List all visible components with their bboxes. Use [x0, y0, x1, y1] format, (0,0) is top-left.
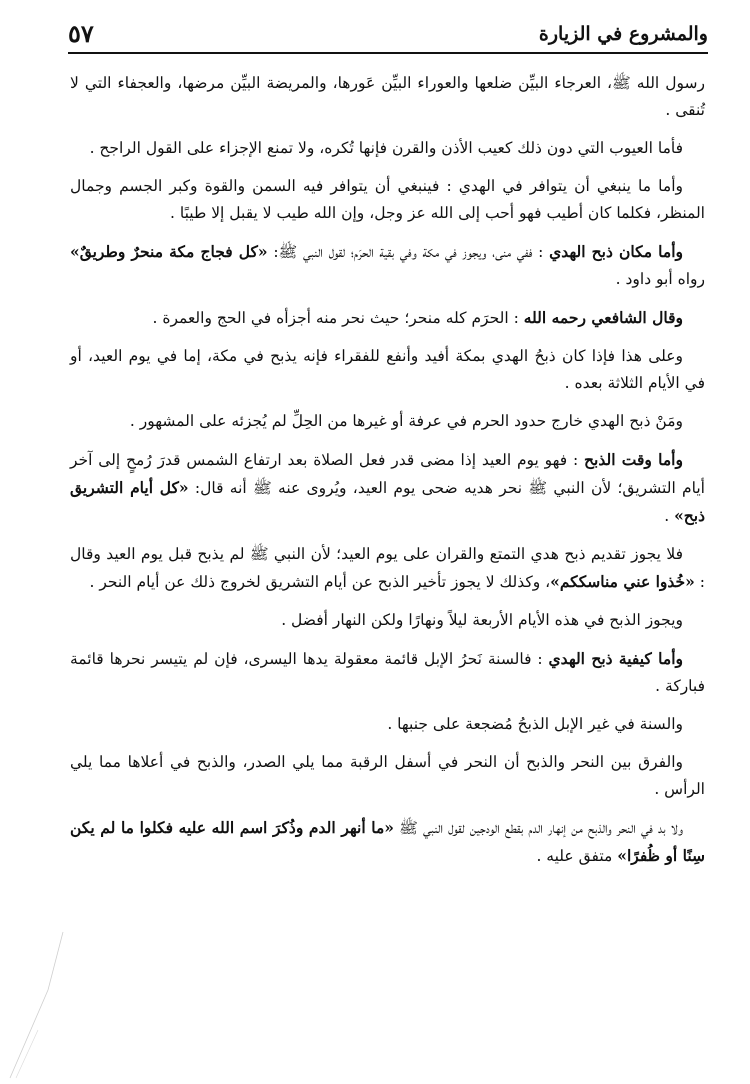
paragraph-7 [70, 408, 705, 435]
paragraph-text: وعلى هذا فإذا كان ذبحُ الهدي بمكة أفيد وأنفع للفقراء فإنه يذبح في مكة، إما في يوم العيد، أو في الأيام الثلاثة بعده . [70, 347, 705, 392]
paragraph-2 [70, 135, 705, 162]
paragraph-lead: وقال الشافعي رحمه الله [523, 308, 683, 327]
paragraph-after: . [664, 507, 670, 525]
paragraph-9 [70, 541, 705, 596]
paragraph-text: والفرق بين النحر والذبح أن النحر في أسفل الرقبة مما يلي الصدر، والذبح في أعلاها مما يلي الرأس . [70, 753, 705, 798]
paragraph-text: : الحرَم كله منحر؛ حيث نحر منه أجزأه في الحج والعمرة . [152, 309, 519, 327]
paragraph-text: فأما العيوب التي دون ذلك كعيب الأذن والقرن فإنها تُكره، ولا تمنع الإجزاء على القول الراجح . [89, 139, 683, 157]
paragraph-lead: وأما مكان ذبح الهدي [549, 242, 683, 261]
paragraph-11 [70, 645, 705, 700]
paragraph-text: رسول الله ﷺ، العرجاء البيِّن ضلعها والعوراء البيِّن عَورها، والمريضة البيِّن مرضها، والعجفاء التي لا تُنقى . [70, 74, 705, 119]
hadith-quote: «ما أنهر الدم وذُكرَ اسم الله عليه فكلوا ما لم يكن سِنًا أو ظُفرًا» [70, 818, 705, 865]
hadith-quote: «كل أيام التشريق ذبح» [70, 478, 705, 525]
paragraph-lead: وأما كيفية ذبح الهدي [548, 649, 683, 668]
paragraph-12 [70, 711, 705, 738]
header-rule [68, 52, 708, 54]
paragraph-5 [70, 304, 705, 332]
paragraph-after: ، وكذلك لا يجوز تأخير الذبح عن أيام التشريق لخروج ذلك عن أيام النحر . [89, 573, 551, 591]
paragraph-3 [70, 173, 705, 227]
paragraph-10 [70, 607, 705, 634]
scan-artifact-lines [8, 930, 68, 1080]
paragraph-text: والسنة في غير الإبل الذبحُ مُضجعة على جنبها . [387, 715, 683, 733]
hadith-quote: «خُذوا عني مناسككم» [550, 572, 695, 591]
paragraph-text: ومَنْ ذبح الهدي خارج حدود الحرم في عرفة أو غيرها من الحِلِّ لم يُجزئه على المشهور . [129, 412, 683, 430]
paragraph-text: ويجوز الذبح في هذه الأيام الأربعة ليلاً ونهارًا ولكن النهار أفضل . [281, 611, 683, 629]
paragraph-13 [70, 749, 705, 803]
paragraph-14 [70, 814, 705, 870]
page-header [68, 14, 708, 50]
page-number: ٥٧ [68, 19, 94, 48]
paragraph-text: ولا بد في النحر والذبح من إنهار الدم بقطع الودجين لقول النبي ﷺ [399, 819, 684, 837]
paragraph-text: : ففي منى، ويجوز في مكة وفي بقية الحرَم؛ لقول النبي ﷺ: [273, 243, 544, 261]
paragraph-text: : فالسنة نَحرُ الإبل قائمة معقولة يدها اليسرى، فإن لم يتيسر نحرها قائمة فباركة . [70, 650, 705, 695]
paragraph-text: فلا يجوز تقديم ذبح هدي التمتع والقران على يوم العيد؛ لأن النبي ﷺ لم يذبح قبل يوم العيد وقال : [70, 545, 705, 591]
paragraph-text: : فهو يوم العيد إذا مضى قدر فعل الصلاة بعد ارتفاع الشمس قدرَ رُمحٍ إلى آخر أيام التشريق؛ لأن النبي ﷺ نحر هديه ضحى يوم العيد، ويُروى عنه ﷺ أنه قال: [70, 451, 705, 497]
paragraph-1 [70, 70, 705, 124]
paragraph-8 [70, 446, 705, 530]
hadith-quote: «كل فجاج مكة منحرٌ وطريقٌ» [70, 242, 268, 261]
body-text [70, 70, 705, 881]
paragraph-after: رواه أبو داود . [615, 270, 705, 288]
paragraph-text: وأما ما ينبغي أن يتوافر في الهدي : فينبغي أن يتوافر فيه السمن والقوة وكبر الجسم وجمال المنظر، فكلما كان أطيب فهو أحب إلى الله عز وجل، وإن الله طيب لا يقبل إلا طيبًا . [70, 177, 705, 222]
paragraph-4 [70, 238, 705, 293]
paragraph-after: متفق عليه . [536, 847, 613, 865]
paragraph-lead: وأما وقت الذبح [584, 450, 683, 469]
paragraph-6 [70, 343, 705, 397]
running-title: والمشروع في الزيارة [538, 23, 708, 45]
